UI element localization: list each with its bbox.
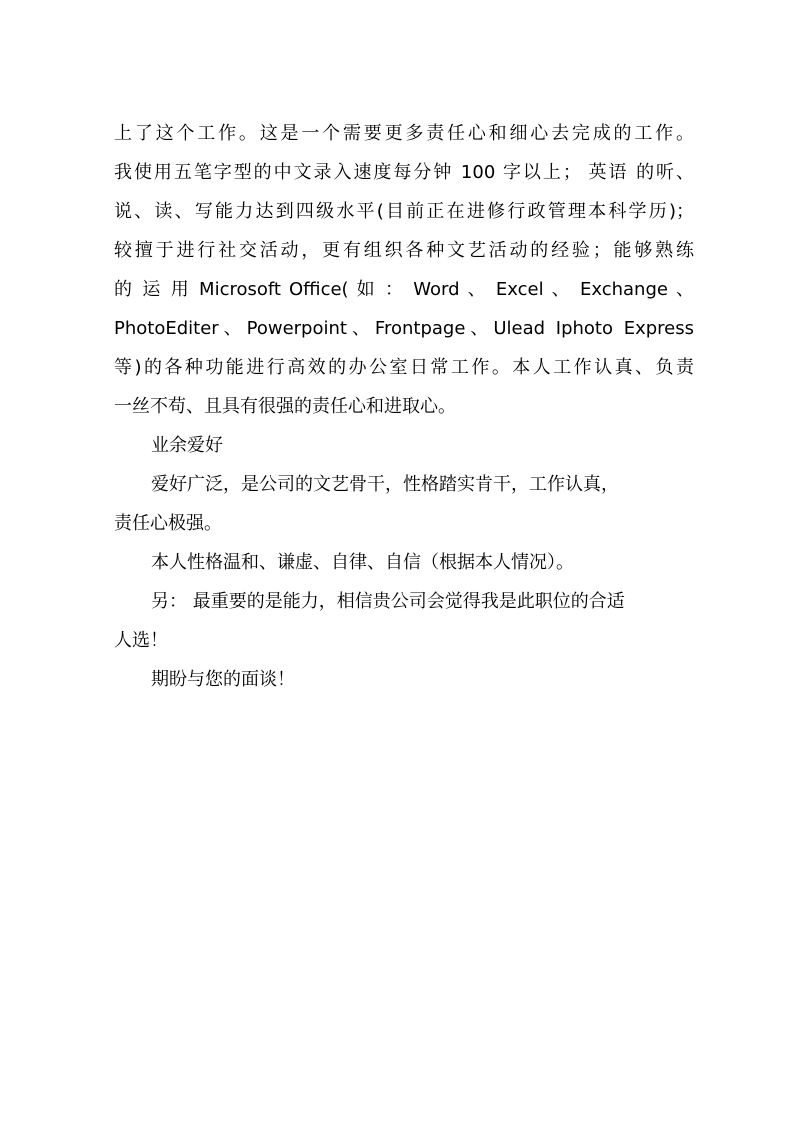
text-line-hobbies: 爱好广泛，是公司的文艺骨干，性格踏实肯干，工作认真， [151,474,619,495]
text-line-2: 我使用五笔字型的中文录入速度每分钟 100 字以上； 英语 的听、 [114,162,694,183]
text-line-candidate: 人选！ [114,630,168,651]
text-line-ability: 另： 最重要的是能力，相信贵公司会觉得我是此职位的合适 [151,591,625,612]
text-line-3: 说、读、写能力达到四级水平(目前正在进修行政管理本科学历)； [114,201,694,222]
text-line-6: PhotoEditer、Powerpoint、Frontpage、Ulead Iphoto Express [114,318,694,339]
text-line-1: 上了这个工作。这是一个需要更多责任心和细心去完成的工作。 [114,123,694,144]
text-line-7: 等)的各种功能进行高效的办公室日常工作。本人工作认真、负责 [114,357,694,378]
text-line-8: 一丝不苟、且具有很强的责任心和进取心。 [114,396,456,417]
text-line-5: 的 运 用 Microsoft Office( 如 ： Word 、 Excel 、 Exchange 、 [114,279,694,300]
text-line-responsibility: 责任心极强。 [114,513,222,534]
text-line-personality: 本人性格温和、谦虚、自律、自信（根据本人情况）。 [151,552,574,573]
text-line-4: 较擅于进行社交活动，更有组织各种文艺活动的经验；能够熟练 [114,240,694,261]
text-line-closing: 期盼与您的面谈！ [151,669,295,690]
body-text [114,114,694,699]
section-heading-hobbies: 业余爱好 [151,435,223,456]
